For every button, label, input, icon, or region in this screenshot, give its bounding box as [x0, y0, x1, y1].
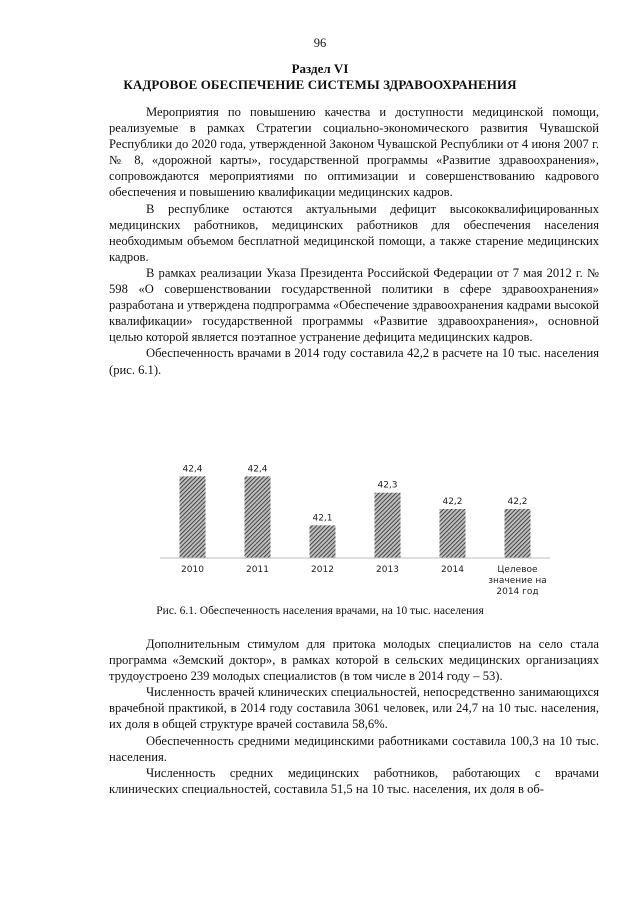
paragraph: Обеспеченность средними медицинскими работниками составила 100,3 на 10 тыс. населения.: [109, 733, 599, 764]
x-tick-label: Целевое: [497, 565, 538, 575]
paragraph: В республике остаются актуальными дефицит высококвалифицированных медицинских работников, медицинских работников для обеспечения населения необходимым объемом бесплатной медицинской помощи, а также старение медицинских кадров.: [109, 201, 599, 264]
bar-value-label: 42,4: [182, 464, 203, 475]
chart-bar: [440, 509, 466, 558]
chart-bar: [180, 476, 206, 558]
paragraph: Обеспеченность врачами в 2014 году составила 42,2 в расчете на 10 тыс. населения (рис. 6.1).: [109, 346, 599, 377]
chart-canvas: [160, 440, 550, 600]
chart-bar: [375, 493, 401, 558]
paragraph: Дополнительным стимулом для притока молодых специалистов на село стала программа «Земский доктор», в рамках которой в сельских медицинских организациях трудоустроено 239 молодых специалистов (в том числе в 2014 году – 53).: [109, 637, 599, 684]
chart-bar: [505, 509, 531, 558]
paragraph: Численность врачей клинических специальностей, непосредственно занимающихся врачебной практикой, в 2014 году составила 3061 человек, или 24,7 на 10 тыс. населения, их доля в общей структуре врачей составила 58,6%.: [109, 685, 599, 732]
chart-bar: [245, 476, 271, 558]
paragraph: В рамках реализации Указа Президента Российской Федерации от 7 мая 2012 г. № 598 «О совершенствовании государственной политики в сфере здравоохранения» разработана и утверждена подпрограмма «Обеспечение здравоохранения кадрами высокой квалификации» государственной программы «Развитие здравоохранения», основной целью которой является поэтапное устранение дефицита медицинских кадров.: [109, 265, 599, 345]
x-tick-label: 2010: [181, 565, 204, 575]
x-tick-label: 2012: [311, 565, 334, 575]
bar-value-label: 42,1: [312, 513, 333, 524]
physician-supply-chart: [160, 440, 550, 600]
x-tick-label: значение на: [488, 576, 547, 586]
bar-value-label: 42,3: [377, 480, 398, 491]
bar-value-label: 42,4: [247, 464, 268, 475]
bar-value-label: 42,2: [507, 497, 528, 507]
paragraph: Численность средних медицинских работников, работающих с врачами клинических специальностей, составила 51,5 на 10 тыс. населения, их доля в об-: [109, 765, 599, 796]
chart-bar: [310, 525, 336, 558]
page-number: 96: [313, 36, 327, 50]
figure-caption: Рис. 6.1. Обеспеченность населения врачами, на 10 тыс. населения: [156, 605, 484, 617]
body-text: [109, 636, 599, 797]
bar-value-label: 42,2: [442, 497, 463, 507]
section-label: Раздел VI: [291, 61, 349, 76]
intro-text: [109, 104, 599, 378]
section-title: КАДРОВОЕ ОБЕСПЕЧЕНИЕ СИСТЕМЫ ЗДРАВООХРАНЕНИЯ: [123, 77, 517, 92]
x-tick-label: 2014 год: [496, 587, 539, 597]
x-tick-label: 2014: [441, 565, 464, 575]
x-tick-label: 2011: [246, 565, 269, 575]
x-tick-label: 2013: [376, 565, 399, 575]
paragraph: Мероприятия по повышению качества и доступности медицинской помощи, реализуемые в рамках Стратегии социально-экономического развития Чувашской Республики до 2020 года, утвержденной Законом Чувашской Республики от 4 июня 2007 г. № 8, «дорожной карты», государственной программы «Развитие здравоохранения», сопровождаются мероприятиями по оптимизации и совершенствованию кадрового обеспечения и повышению квалификации медицинских кадров.: [109, 105, 599, 200]
